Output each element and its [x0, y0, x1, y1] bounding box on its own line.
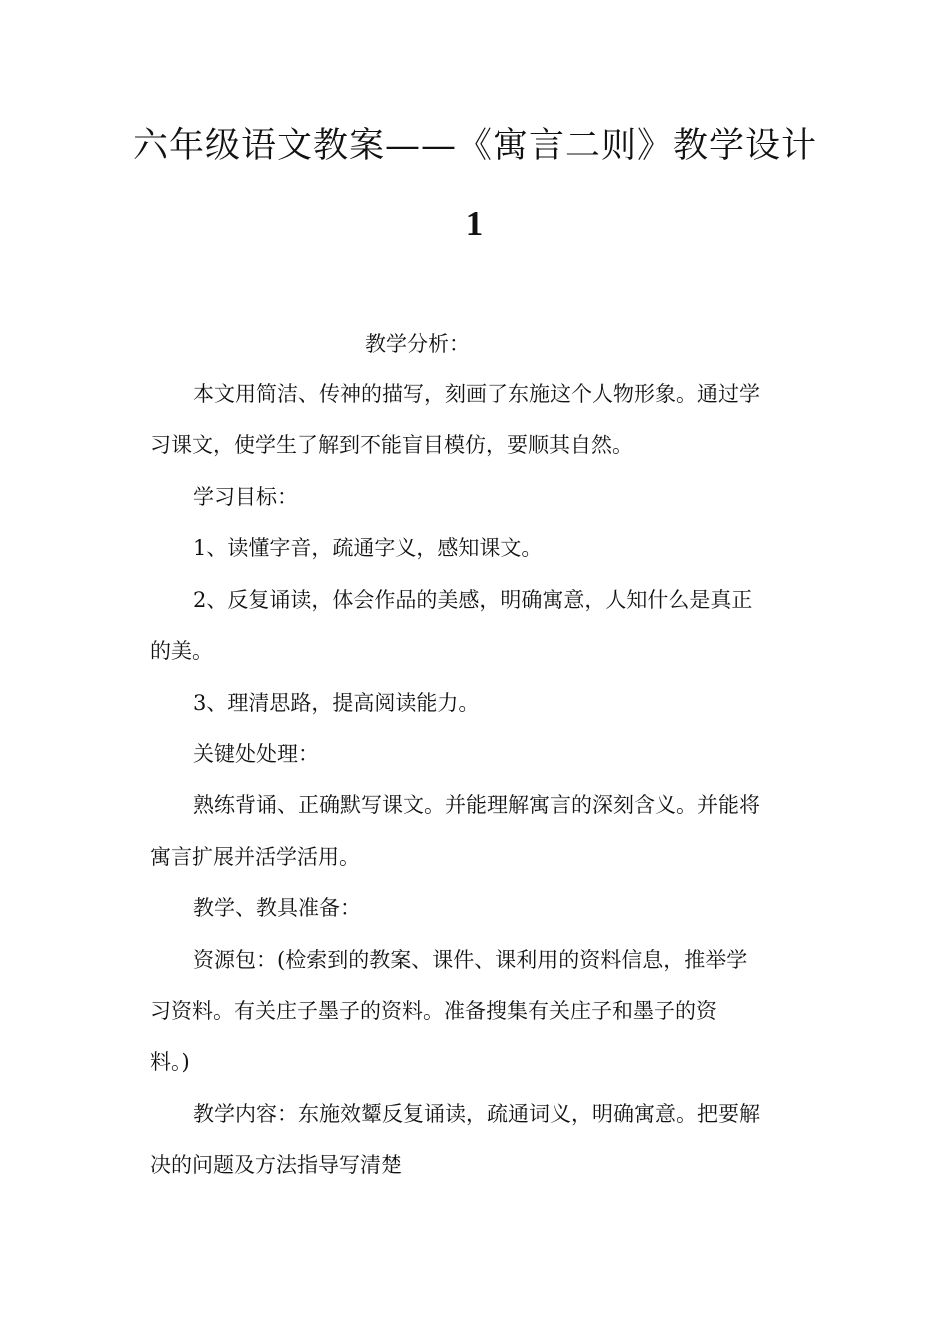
goal-item-3: 3、理清思路，提高阅读能力。	[193, 691, 480, 715]
preparation-paragraph-line: 习资料。有关庄子墨子的资料。准备搜集有关庄子和墨子的资	[150, 999, 717, 1023]
preparation-paragraph-line: 资源包：(检索到的教案、课件、课利用的资料信息，推举学	[193, 948, 748, 972]
preparation-heading: 教学、教具准备：	[193, 896, 361, 920]
document-title-number: 1	[465, 204, 485, 243]
analysis-heading: 教学分析：	[365, 332, 470, 356]
key-points-paragraph-line: 熟练背诵、正确默写课文。并能理解寓言的深刻含义。并能将	[193, 793, 760, 817]
preparation-paragraph-line: 料。)	[150, 1050, 190, 1074]
content-paragraph-line: 教学内容：东施效颦反复诵读，疏通词义，明确寓意。把要解	[193, 1102, 760, 1126]
goal-item-2-continued: 的美。	[150, 639, 213, 663]
goal-item-1: 1、读懂字音，疏通字义，感知课文。	[193, 536, 543, 560]
goal-item-2: 2、反复诵读，体会作品的美感，明确寓意，人知什么是真正	[193, 588, 753, 612]
key-points-paragraph-line: 寓言扩展并活学活用。	[150, 845, 360, 869]
key-points-heading: 关键处处理：	[193, 742, 319, 766]
analysis-paragraph-line: 习课文，使学生了解到不能盲目模仿，要顺其自然。	[150, 433, 633, 457]
goals-heading: 学习目标：	[193, 485, 298, 509]
analysis-paragraph-line: 本文用简洁、传神的描写，刻画了东施这个人物形象。通过学	[193, 382, 760, 406]
document-title: 六年级语文教案——《寓言二则》教学设计	[132, 126, 817, 166]
content-paragraph-line: 决的问题及方法指导写清楚	[150, 1153, 402, 1177]
